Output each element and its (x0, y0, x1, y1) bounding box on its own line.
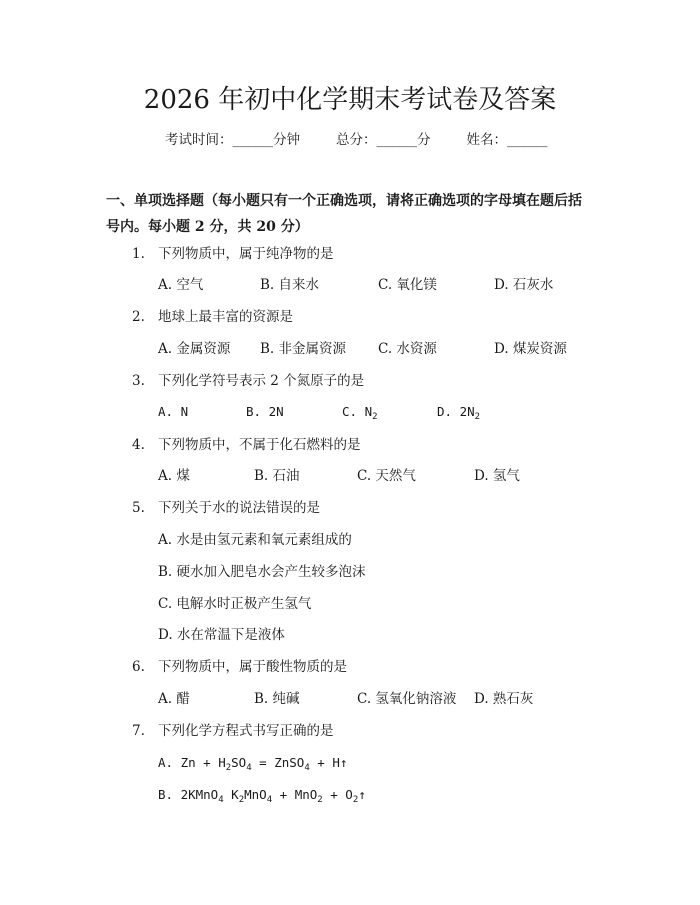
question-stem: 下列化学符号表示 2 个氮原子的是 (158, 373, 365, 389)
subscript: 2 (372, 412, 378, 422)
option-c-text: C. N (342, 404, 373, 419)
option-b[interactable]: B. 硬水加入肥皂水会产生较多泡沫 (158, 564, 366, 580)
question-4 (132, 435, 361, 455)
question-stem: 下列关于水的说法错误的是 (158, 500, 320, 516)
option-a[interactable]: A. 煤 (158, 468, 190, 484)
option-a[interactable]: A. 水是由氢元素和氧元素组成的 (158, 532, 352, 548)
question-stem: 地球上最丰富的资源是 (158, 309, 293, 325)
question-number: 6. (132, 659, 145, 675)
equation-part: A. Zn + H (158, 755, 226, 770)
option-c[interactable]: C. 天然气 (357, 468, 416, 484)
question-3 (132, 371, 364, 391)
option-d[interactable]: D. 石灰水 (494, 277, 554, 293)
option-a[interactable]: A. 空气 (158, 277, 204, 293)
equation-part: K (231, 787, 239, 802)
equation-part: MnO (244, 787, 267, 802)
equation-part: = ZnSO (259, 755, 305, 770)
subscript: 4 (218, 795, 224, 805)
question-stem: 下列物质中，属于酸性物质的是 (158, 659, 347, 675)
subscript: 4 (246, 763, 252, 773)
question-number: 5. (132, 500, 145, 516)
subscript: 2 (238, 795, 245, 805)
option-c[interactable] (342, 402, 378, 427)
option-b[interactable]: B. 自来水 (260, 277, 320, 293)
question-7 (132, 721, 334, 741)
option-b[interactable]: B. 2N (246, 404, 284, 419)
option-a[interactable]: A. 金属资源 (158, 341, 231, 357)
equation-part: + MnO (279, 787, 318, 802)
question-6 (132, 657, 347, 677)
option-d[interactable]: D. 煤炭资源 (494, 341, 567, 357)
option-c[interactable]: C. 氢氧化钠溶液 (357, 691, 457, 707)
section-heading: 一、单项选择题（每小题只有一个正确选项，请将正确选项的字母填在题后括号内。每小题 2 分，共 20 分） (106, 193, 582, 235)
option-b[interactable] (158, 785, 366, 810)
question-1 (132, 244, 334, 264)
subscript: 4 (266, 795, 273, 805)
option-b[interactable]: B. 非金属资源 (260, 341, 347, 357)
page-title: 2026 年初中化学期末考试卷及答案 (143, 85, 557, 115)
exam-time-field[interactable]: 考试时间：______分钟 (165, 132, 300, 148)
option-d-text: D. 2N (437, 404, 475, 419)
question-stem: 下列物质中，不属于化石燃料的是 (158, 437, 361, 453)
subscript: 2 (352, 795, 359, 805)
equation-part: + O (330, 787, 353, 802)
option-d[interactable] (437, 402, 480, 427)
subscript: 2 (225, 763, 232, 773)
equation-part: B. 2KMnO (158, 787, 219, 802)
question-stem: 下列化学方程式书写正确的是 (158, 723, 334, 739)
option-a[interactable]: A. 醋 (158, 691, 190, 707)
equation-part: ↑ (358, 787, 366, 802)
question-5 (132, 498, 320, 518)
option-d[interactable]: D. 熟石灰 (474, 691, 534, 707)
option-d[interactable]: D. 水在常温下是液体 (158, 627, 285, 643)
subscript: 4 (304, 763, 310, 773)
question-number: 1. (132, 246, 145, 262)
option-a[interactable] (158, 753, 347, 778)
option-b[interactable]: B. 石油 (254, 468, 300, 484)
option-c[interactable]: C. 氧化镁 (378, 277, 437, 293)
exam-info-line (165, 130, 548, 150)
option-c[interactable]: C. 电解水时正极产生氢气 (158, 596, 312, 612)
option-b[interactable]: B. 纯碱 (254, 691, 300, 707)
option-c[interactable]: C. 水资源 (378, 341, 437, 357)
question-stem: 下列物质中，属于纯净物的是 (158, 246, 334, 262)
equation-part: + H↑ (317, 755, 348, 770)
total-score-field[interactable]: 总分：______分 (336, 132, 431, 148)
subscript: 2 (317, 795, 323, 805)
question-number: 3. (132, 373, 145, 389)
question-number: 4. (132, 437, 145, 453)
option-d[interactable]: D. 氢气 (474, 468, 520, 484)
question-number: 2. (132, 309, 145, 325)
question-2 (132, 307, 293, 327)
question-number: 7. (132, 723, 145, 739)
student-name-field[interactable]: 姓名：______ (466, 132, 548, 148)
option-a[interactable]: A. N (158, 404, 189, 419)
subscript: 2 (474, 412, 481, 422)
equation-part: SO (231, 755, 247, 770)
